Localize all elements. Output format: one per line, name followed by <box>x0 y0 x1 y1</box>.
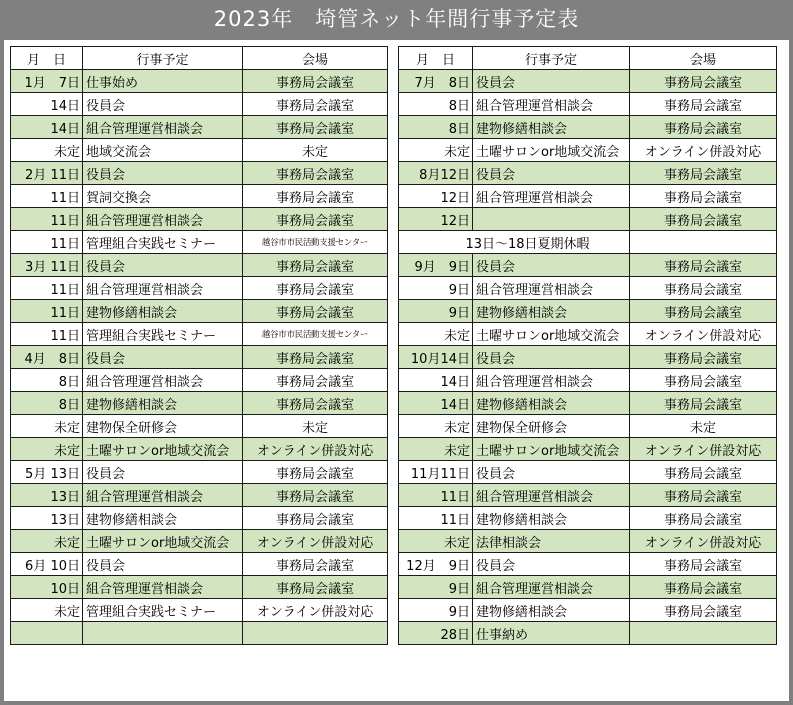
table-row <box>399 70 777 93</box>
table-row <box>399 622 777 645</box>
table-row <box>399 185 777 208</box>
table-row <box>11 530 388 553</box>
venue-cell: 事務局会議室 <box>243 484 388 507</box>
table-row <box>11 139 388 162</box>
date-cell: 12月 9日 <box>399 553 473 576</box>
date-cell: 未定 <box>11 415 83 438</box>
event-cell: 役員会 <box>83 461 243 484</box>
date-cell: 11日 <box>11 231 83 254</box>
table-row <box>399 162 777 185</box>
table-row <box>11 369 388 392</box>
event-cell: 仕事始め <box>83 70 243 93</box>
header-venue: 会場 <box>243 47 388 70</box>
header-row <box>11 47 388 70</box>
event-cell: 役員会 <box>473 346 630 369</box>
table-row <box>11 70 388 93</box>
venue-cell: オンライン併設対応 <box>630 139 777 162</box>
date-cell: 5月 13日 <box>11 461 83 484</box>
schedule-panel <box>4 40 789 701</box>
table-row <box>11 323 388 346</box>
date-cell: 未定 <box>399 530 473 553</box>
venue-cell: 事務局会議室 <box>630 93 777 116</box>
table-row <box>11 553 388 576</box>
table-row <box>399 507 777 530</box>
date-cell: 9月 9日 <box>399 254 473 277</box>
event-cell: 役員会 <box>83 346 243 369</box>
venue-cell <box>243 622 388 645</box>
event-cell: 土曜サロンor地域交流会 <box>83 438 243 461</box>
venue-cell: 事務局会議室 <box>630 300 777 323</box>
event-cell: 土曜サロンor地域交流会 <box>473 139 630 162</box>
venue-cell: オンライン併設対応 <box>630 438 777 461</box>
date-cell: 11日 <box>399 484 473 507</box>
event-cell: 組合管理運営相談会 <box>473 93 630 116</box>
date-cell: 14日 <box>11 93 83 116</box>
table-row <box>11 599 388 622</box>
event-cell: 組合管理運営相談会 <box>473 185 630 208</box>
date-cell: 2月 11日 <box>11 162 83 185</box>
date-cell: 7月 8日 <box>399 70 473 93</box>
date-cell: 8日 <box>399 116 473 139</box>
date-cell: 10日 <box>11 576 83 599</box>
event-cell: 賀詞交換会 <box>83 185 243 208</box>
date-cell: 11日 <box>11 300 83 323</box>
event-cell: 管理組合実践セミナー <box>83 599 243 622</box>
table-row <box>11 415 388 438</box>
event-cell: 土曜サロンor地域交流会 <box>473 323 630 346</box>
table-row <box>399 484 777 507</box>
venue-cell: 事務局会議室 <box>243 116 388 139</box>
table-row <box>399 231 777 254</box>
date-cell: 11日 <box>11 185 83 208</box>
date-cell: 未定 <box>11 530 83 553</box>
date-cell: 11日 <box>11 277 83 300</box>
date-cell: 13日 <box>11 484 83 507</box>
event-cell: 建物保全研修会 <box>473 415 630 438</box>
table-row <box>11 461 388 484</box>
event-cell: 土曜サロンor地域交流会 <box>83 530 243 553</box>
table-row <box>399 530 777 553</box>
event-cell: 建物保全研修会 <box>83 415 243 438</box>
venue-cell: 事務局会議室 <box>243 346 388 369</box>
date-cell: 9日 <box>399 576 473 599</box>
date-cell: 9日 <box>399 277 473 300</box>
date-cell: 11日 <box>11 323 83 346</box>
table-row <box>11 507 388 530</box>
table-row <box>399 392 777 415</box>
table-row <box>11 277 388 300</box>
table-row <box>399 139 777 162</box>
event-cell: 地域交流会 <box>83 139 243 162</box>
table-row <box>399 323 777 346</box>
venue-cell: 事務局会議室 <box>243 277 388 300</box>
venue-cell: 事務局会議室 <box>630 70 777 93</box>
event-cell: 建物修繕相談会 <box>83 300 243 323</box>
date-cell: 4月 8日 <box>11 346 83 369</box>
date-cell: 8月12日 <box>399 162 473 185</box>
event-cell: 組合管理運営相談会 <box>83 576 243 599</box>
venue-cell: 越谷市市民活動支援センター <box>243 231 388 254</box>
event-cell: 組合管理運営相談会 <box>473 277 630 300</box>
venue-cell: 事務局会議室 <box>630 346 777 369</box>
venue-cell: 事務局会議室 <box>243 576 388 599</box>
table-row <box>399 553 777 576</box>
date-cell: 11日 <box>399 507 473 530</box>
table-row <box>399 461 777 484</box>
event-cell: 組合管理運営相談会 <box>83 208 243 231</box>
venue-cell: 事務局会議室 <box>243 507 388 530</box>
event-cell: 組合管理運営相談会 <box>83 116 243 139</box>
date-cell: 14日 <box>11 116 83 139</box>
date-cell: 1月 7日 <box>11 70 83 93</box>
event-cell: 役員会 <box>473 70 630 93</box>
venue-cell: 事務局会議室 <box>630 484 777 507</box>
venue-cell: 事務局会議室 <box>630 599 777 622</box>
event-cell: 役員会 <box>473 461 630 484</box>
date-cell: 未定 <box>11 438 83 461</box>
date-cell: 未定 <box>399 415 473 438</box>
merged-cell: 13日～18日夏期休暇 <box>399 231 630 254</box>
date-cell: 13日 <box>11 507 83 530</box>
venue-cell: 事務局会議室 <box>243 392 388 415</box>
venue-cell: 未定 <box>243 415 388 438</box>
venue-cell: 事務局会議室 <box>243 369 388 392</box>
event-cell: 建物修繕相談会 <box>83 507 243 530</box>
venue-cell <box>630 231 777 254</box>
date-cell <box>11 622 83 645</box>
event-cell: 組合管理運営相談会 <box>473 369 630 392</box>
venue-cell: 事務局会議室 <box>243 208 388 231</box>
venue-cell: オンライン併設対応 <box>630 323 777 346</box>
header-venue: 会場 <box>630 47 777 70</box>
date-cell: 8日 <box>11 392 83 415</box>
header-row <box>399 47 777 70</box>
venue-cell: 事務局会議室 <box>630 185 777 208</box>
venue-cell: オンライン併設対応 <box>243 530 388 553</box>
table-row <box>11 346 388 369</box>
event-cell <box>83 622 243 645</box>
venue-cell: 事務局会議室 <box>630 277 777 300</box>
venue-cell: 事務局会議室 <box>243 70 388 93</box>
event-cell: 役員会 <box>83 93 243 116</box>
venue-cell <box>630 622 777 645</box>
event-cell: 組合管理運営相談会 <box>473 484 630 507</box>
venue-cell: 事務局会議室 <box>630 461 777 484</box>
date-cell: 未定 <box>11 599 83 622</box>
venue-cell: 事務局会議室 <box>630 507 777 530</box>
event-cell: 組合管理運営相談会 <box>83 369 243 392</box>
column-separator <box>391 40 397 701</box>
date-cell: 11日 <box>11 208 83 231</box>
date-cell: 11月11日 <box>399 461 473 484</box>
event-cell: 管理組合実践セミナー <box>83 231 243 254</box>
date-cell: 3月 11日 <box>11 254 83 277</box>
date-cell: 12日 <box>399 208 473 231</box>
venue-cell: 事務局会議室 <box>630 553 777 576</box>
event-cell <box>473 208 630 231</box>
date-cell: 未定 <box>399 323 473 346</box>
table-row <box>399 300 777 323</box>
event-cell: 建物修繕相談会 <box>473 300 630 323</box>
event-cell: 建物修繕相談会 <box>473 116 630 139</box>
venue-cell: 事務局会議室 <box>630 369 777 392</box>
table-row <box>11 208 388 231</box>
venue-cell: 事務局会議室 <box>630 208 777 231</box>
date-cell: 未定 <box>399 438 473 461</box>
venue-cell: オンライン併設対応 <box>243 438 388 461</box>
venue-cell: 事務局会議室 <box>243 185 388 208</box>
event-cell: 組合管理運営相談会 <box>473 576 630 599</box>
venue-cell: オンライン併設対応 <box>243 599 388 622</box>
venue-cell: 事務局会議室 <box>243 162 388 185</box>
event-cell: 建物修繕相談会 <box>473 599 630 622</box>
venue-cell: 事務局会議室 <box>630 392 777 415</box>
header-date: 月 日 <box>399 47 473 70</box>
date-cell: 6月 10日 <box>11 553 83 576</box>
event-cell: 役員会 <box>83 254 243 277</box>
table-row <box>399 599 777 622</box>
table-row <box>11 254 388 277</box>
event-cell: 組合管理運営相談会 <box>83 484 243 507</box>
event-cell: 役員会 <box>473 254 630 277</box>
venue-cell: 事務局会議室 <box>243 553 388 576</box>
venue-cell: 事務局会議室 <box>243 461 388 484</box>
venue-cell: オンライン併設対応 <box>630 530 777 553</box>
venue-cell: 事務局会議室 <box>243 254 388 277</box>
venue-cell: 事務局会議室 <box>630 254 777 277</box>
table-row <box>399 208 777 231</box>
table-row <box>399 415 777 438</box>
table-row <box>399 369 777 392</box>
event-cell: 役員会 <box>473 162 630 185</box>
table-row <box>11 185 388 208</box>
page-title: 2023年 埼管ネット年間行事予定表 <box>213 7 580 31</box>
table-row <box>11 484 388 507</box>
date-cell: 10月14日 <box>399 346 473 369</box>
event-cell: 仕事納め <box>473 622 630 645</box>
date-cell: 未定 <box>399 139 473 162</box>
event-cell: 建物修繕相談会 <box>473 507 630 530</box>
table-row <box>399 93 777 116</box>
schedule-table-left <box>10 46 388 645</box>
table-row <box>399 116 777 139</box>
date-cell: 9日 <box>399 300 473 323</box>
venue-cell: 事務局会議室 <box>630 116 777 139</box>
table-row <box>11 93 388 116</box>
table-row <box>399 346 777 369</box>
table-row <box>11 300 388 323</box>
table-row <box>11 116 388 139</box>
venue-cell: 事務局会議室 <box>243 93 388 116</box>
header-date: 月 日 <box>11 47 83 70</box>
table-row <box>11 438 388 461</box>
date-cell: 8日 <box>399 93 473 116</box>
date-cell: 28日 <box>399 622 473 645</box>
table-row <box>399 254 777 277</box>
event-cell: 役員会 <box>83 162 243 185</box>
event-cell: 管理組合実践セミナー <box>83 323 243 346</box>
header-event: 行事予定 <box>83 47 243 70</box>
venue-cell: 未定 <box>243 139 388 162</box>
event-cell: 役員会 <box>83 553 243 576</box>
venue-cell: 未定 <box>630 415 777 438</box>
date-cell: 8日 <box>11 369 83 392</box>
date-cell: 12日 <box>399 185 473 208</box>
table-row <box>399 277 777 300</box>
venue-cell: 越谷市市民活動支援センター <box>243 323 388 346</box>
table-row <box>11 392 388 415</box>
date-cell: 14日 <box>399 369 473 392</box>
event-cell: 法律相談会 <box>473 530 630 553</box>
table-row <box>11 576 388 599</box>
schedule-table-right <box>398 46 777 645</box>
event-cell: 組合管理運営相談会 <box>83 277 243 300</box>
venue-cell: 事務局会議室 <box>630 162 777 185</box>
event-cell: 役員会 <box>473 553 630 576</box>
venue-cell: 事務局会議室 <box>243 300 388 323</box>
header-event: 行事予定 <box>473 47 630 70</box>
table-row <box>399 438 777 461</box>
date-cell: 14日 <box>399 392 473 415</box>
table-row <box>11 622 388 645</box>
date-cell: 9日 <box>399 599 473 622</box>
table-row <box>399 576 777 599</box>
venue-cell: 事務局会議室 <box>630 576 777 599</box>
date-cell: 未定 <box>11 139 83 162</box>
table-row <box>11 231 388 254</box>
event-cell: 建物修繕相談会 <box>83 392 243 415</box>
event-cell: 建物修繕相談会 <box>473 392 630 415</box>
event-cell: 土曜サロンor地域交流会 <box>473 438 630 461</box>
table-row <box>11 162 388 185</box>
